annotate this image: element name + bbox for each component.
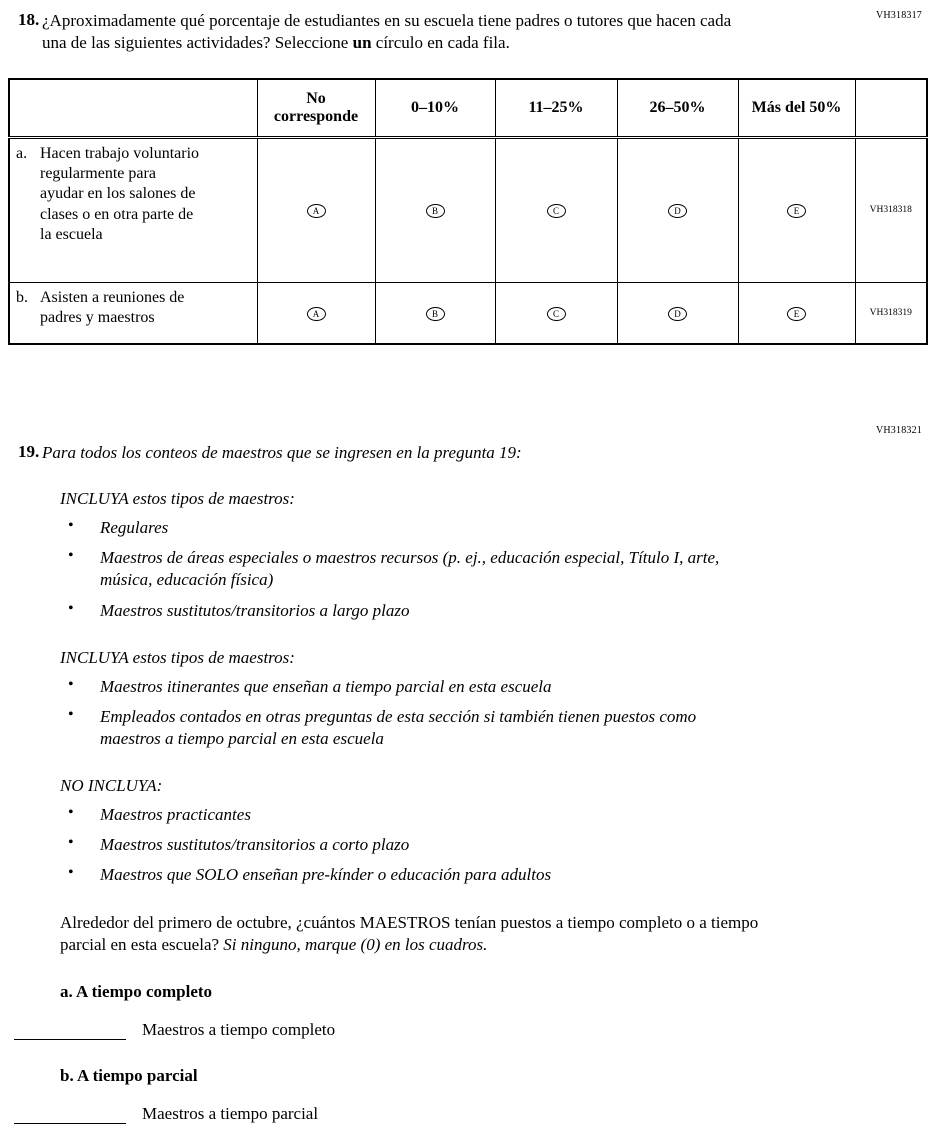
bullet-icon: • [68, 864, 74, 882]
option-cell [257, 137, 375, 282]
bullet-text: Maestros itinerantes que enseñan a tiempo parcial en esta escuela [100, 676, 552, 696]
bullet-icon: • [68, 675, 74, 693]
bullet-icon: • [68, 803, 74, 821]
bullet-text: Maestros sustitutos/transitorios a largo plazo [100, 600, 410, 620]
bullet-item [60, 547, 926, 591]
q18-text-before: ¿Aproximadamente qué porcentaje de estudiantes en su escuela tiene padres o tutores que hacen cada una de las siguientes actividades? Seleccione [42, 11, 732, 52]
header-26-50-label: 26–50% [649, 98, 706, 116]
option-cell [738, 282, 855, 344]
header-no-corresponde [257, 79, 375, 138]
section-heading: INCLUYA estos tipos de maestros: [60, 489, 295, 509]
answer-bubble-e[interactable]: E [787, 204, 806, 218]
header-0-10-label: 0–10% [411, 98, 459, 116]
bullet-text: Regulares [100, 518, 169, 538]
instruction-italic: Si ninguno, marque (0) en los cuadros. [223, 935, 488, 955]
answer-bubble-a[interactable]: A [307, 307, 326, 321]
header-mas-del-50-label: Más del 50% [751, 98, 842, 116]
option-cell [738, 137, 855, 282]
header-mas-del-50 [738, 79, 855, 138]
part-b-label: b. A tiempo parcial [60, 1066, 198, 1086]
instruction-normal: Alrededor del primero de octubre, ¿cuántos MAESTROS tenían puestos a tiempo completo o a tiempo parcial en esta escuela? [60, 913, 759, 955]
include-section-2 [60, 648, 926, 750]
question-19-intro: Para todos los conteos de maestros que se ingresen en la pregunta 19: [42, 442, 522, 462]
bullet-text: Empleados contados en otras preguntas de esta sección si también tienen puestos como maestros a tiempo parcial en esta escuela [100, 706, 697, 748]
fulltime-fill-row [14, 1020, 926, 1040]
option-cell [617, 282, 738, 344]
form-code-q19: VH318321 [875, 424, 922, 436]
section-heading: INCLUYA estos tipos de maestros: [60, 647, 295, 667]
header-no-corresponde-label: No corresponde [273, 89, 359, 125]
bullet-text: Maestros sustitutos/transitorios a corto plazo [100, 835, 410, 854]
fulltime-blank-label: Maestros a tiempo completo [142, 1020, 336, 1040]
table-row-a [9, 137, 927, 282]
q18-text-after: círculo en cada fila. [371, 32, 510, 52]
parttime-fill-row [14, 1104, 926, 1124]
q18-text-bold-word: un [352, 32, 372, 52]
part-a-label: a. A tiempo completo [60, 982, 213, 1002]
exclude-section [60, 776, 926, 886]
option-cell [617, 137, 738, 282]
header-0-10 [375, 79, 495, 138]
bullet-icon: • [68, 599, 74, 617]
answer-bubble-c[interactable]: C [547, 307, 566, 321]
row-label-cell [9, 137, 257, 282]
bullet-text: Maestros practicantes [100, 804, 251, 824]
question-19-number: 19. [18, 441, 40, 461]
question-18-text [42, 10, 754, 54]
include-section-1 [60, 489, 926, 621]
row-code: VH318318 [855, 137, 927, 282]
option-cell [257, 282, 375, 344]
option-cell [495, 282, 617, 344]
bullet-item [60, 864, 926, 886]
header-26-50 [617, 79, 738, 138]
bullet-item [60, 517, 926, 539]
header-11-25-label: 11–25% [528, 98, 584, 116]
question-18 [8, 10, 926, 54]
bullet-icon: • [68, 517, 74, 535]
fulltime-count-blank[interactable] [14, 1023, 126, 1040]
bullet-icon: • [68, 834, 74, 851]
bullet-item [60, 600, 926, 622]
answer-bubble-d[interactable]: D [668, 204, 687, 218]
row-label-cell [9, 282, 257, 344]
q19-instruction [60, 912, 760, 956]
section-heading: NO INCLUYA: [60, 775, 163, 795]
question-18-number: 18. [18, 10, 40, 29]
bullet-icon: • [68, 705, 74, 723]
option-cell [375, 282, 495, 344]
table-corner-cell [9, 79, 257, 138]
parttime-count-blank[interactable] [14, 1107, 126, 1124]
bullet-text: Maestros de áreas especiales o maestros recursos (p. ej., educación especial, Título I, arte, música, educación física) [100, 548, 720, 590]
option-cell [495, 137, 617, 282]
answer-bubble-b[interactable]: B [426, 307, 445, 321]
row-label: Hacen trabajo voluntario regularmente para ayudar en los salones de clases o en otra parte de la escuela [40, 144, 200, 244]
header-11-25 [495, 79, 617, 138]
question-19 [8, 442, 926, 464]
code-column-header [855, 79, 927, 138]
row-code: VH318319 [855, 282, 927, 344]
option-cell [375, 137, 495, 282]
answer-bubble-b[interactable]: B [426, 204, 445, 218]
bullet-item [60, 834, 926, 856]
q18-response-table [8, 78, 928, 345]
answer-bubble-e[interactable]: E [787, 307, 806, 321]
form-code-q18: VH318317 [875, 10, 922, 21]
row-label: Asisten a reuniones de padres y maestros [40, 288, 185, 326]
header-row [9, 79, 927, 138]
bullet-item [60, 804, 926, 826]
answer-bubble-c[interactable]: C [547, 204, 566, 218]
bullet-icon: • [68, 547, 74, 565]
answer-bubble-a[interactable]: A [307, 204, 326, 218]
row-letter: b. [16, 288, 28, 306]
bullet-text: Maestros que SOLO enseñan pre-kínder o educación para adultos [100, 865, 552, 885]
bullet-item [60, 706, 926, 750]
bullet-item [60, 676, 926, 698]
row-letter: a. [16, 144, 28, 162]
answer-bubble-d[interactable]: D [668, 307, 687, 321]
table-row-b [9, 282, 927, 344]
parttime-blank-label: Maestros a tiempo parcial [142, 1104, 319, 1124]
